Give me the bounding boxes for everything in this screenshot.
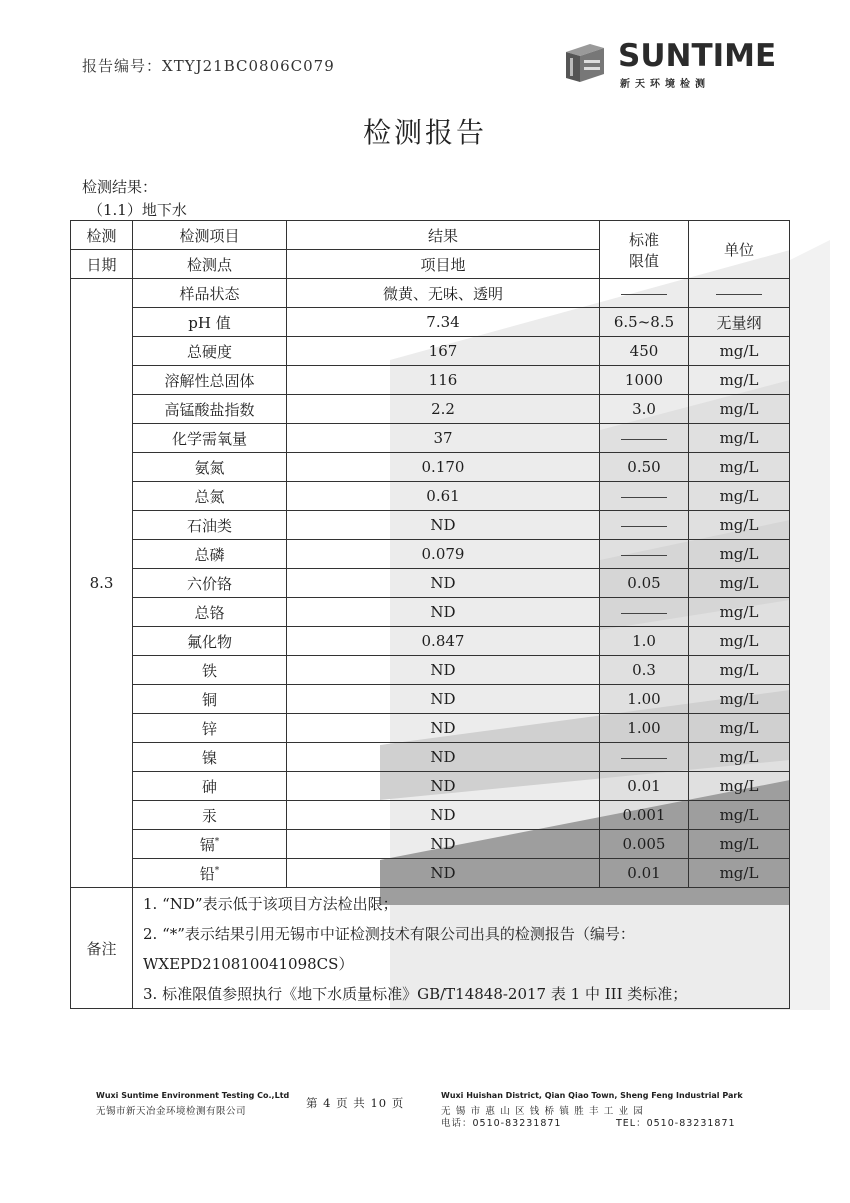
limit-cell: [600, 540, 689, 569]
header-standard-limit: [600, 221, 689, 279]
table-row: [71, 395, 790, 424]
dash-mark: [621, 439, 667, 440]
table-row: [71, 511, 790, 540]
item-name: 总磷: [194, 545, 225, 564]
table-row: [71, 627, 790, 656]
table-row: [71, 714, 790, 743]
unit-cell: mg/L: [689, 801, 790, 830]
item-cell: [133, 598, 287, 627]
header-unit: 单位: [689, 221, 790, 279]
table-row: [71, 598, 790, 627]
unit-cell: mg/L: [689, 772, 790, 801]
limit-cell: [600, 482, 689, 511]
item-cell: [133, 308, 287, 337]
unit-cell: mg/L: [689, 482, 790, 511]
limit-cell: [600, 511, 689, 540]
subsection-heading: （1.1）地下水: [88, 201, 187, 219]
result-cell: ND: [287, 656, 600, 685]
unit-cell: [689, 279, 790, 308]
item-name: 氨氮: [194, 458, 225, 477]
limit-cell: 0.005: [600, 830, 689, 859]
unit-cell: mg/L: [689, 395, 790, 424]
item-name: 汞: [201, 806, 217, 825]
unit-cell: mg/L: [689, 598, 790, 627]
table-row: [71, 830, 790, 859]
table-row: [71, 540, 790, 569]
item-name: 镍: [201, 748, 217, 767]
unit-cell: mg/L: [689, 511, 790, 540]
item-cell: [133, 627, 287, 656]
table-row: [71, 366, 790, 395]
limit-cell: 0.01: [600, 772, 689, 801]
item-name: 总铬: [194, 603, 225, 622]
company-logo: [556, 36, 777, 92]
limit-cell: [600, 424, 689, 453]
item-name: 总氮: [194, 487, 225, 506]
item-name: 铜: [201, 690, 217, 709]
item-name: 六价铬: [186, 574, 232, 593]
header-row-1: [71, 221, 790, 250]
result-cell: 2.2: [287, 395, 600, 424]
unit-cell: mg/L: [689, 656, 790, 685]
header-location: 项目地: [287, 250, 600, 279]
header-date-line1: 检测: [71, 221, 133, 250]
note-row: [71, 918, 790, 948]
test-date-cell: 8.3: [71, 279, 133, 888]
unit-cell: mg/L: [689, 337, 790, 366]
item-name: 样品状态: [179, 284, 240, 303]
limit-cell: [600, 743, 689, 772]
item-cell: [133, 714, 287, 743]
item-cell: [133, 366, 287, 395]
dash-mark: [621, 294, 667, 295]
table-row: [71, 424, 790, 453]
header-item: 检测项目: [133, 221, 287, 250]
note-row: [71, 948, 790, 978]
result-cell: ND: [287, 830, 600, 859]
limit-cell: 1.00: [600, 714, 689, 743]
limit-cell: 0.3: [600, 656, 689, 685]
subcontract-mark: *: [214, 865, 220, 876]
result-cell: ND: [287, 685, 600, 714]
unit-cell: mg/L: [689, 714, 790, 743]
item-cell: [133, 801, 287, 830]
results-table: [70, 220, 790, 1009]
limit-cell: 1.0: [600, 627, 689, 656]
suntime-logo-icon: [560, 40, 608, 86]
item-cell: [133, 685, 287, 714]
limit-cell: 0.01: [600, 859, 689, 888]
item-cell: [133, 424, 287, 453]
result-cell: ND: [287, 511, 600, 540]
table-row: [71, 308, 790, 337]
item-cell: [133, 772, 287, 801]
table-row: [71, 656, 790, 685]
result-cell: 7.34: [287, 308, 600, 337]
item-name: 氟化物: [186, 632, 232, 651]
report-number-value: XTYJ21BC0806C079: [162, 57, 335, 75]
note-text: 2. “*”表示结果引用无锡市中证检测技术有限公司出具的检测报告（编号：: [133, 918, 790, 948]
result-cell: ND: [287, 598, 600, 627]
item-name: 石油类: [186, 516, 232, 535]
result-cell: ND: [287, 743, 600, 772]
item-name: 总硬度: [186, 342, 232, 361]
limit-cell: [600, 279, 689, 308]
dash-mark: [716, 294, 762, 295]
footer-company-cn: 无锡市新天冶金环境检测有限公司: [96, 1106, 247, 1117]
limit-cell: 450: [600, 337, 689, 366]
item-cell: [133, 453, 287, 482]
item-cell: [133, 395, 287, 424]
result-cell: 微黄、无味、透明: [287, 279, 600, 308]
item-cell: [133, 279, 287, 308]
item-cell: [133, 830, 287, 859]
limit-cell: 1000: [600, 366, 689, 395]
footer-address-cn: 无锡市惠山区钱桥镇胜丰工业园: [441, 1106, 649, 1117]
item-cell: [133, 540, 287, 569]
table-row: [71, 685, 790, 714]
limit-cell: 3.0: [600, 395, 689, 424]
dash-mark: [621, 555, 667, 556]
unit-cell: mg/L: [689, 743, 790, 772]
result-cell: 0.170: [287, 453, 600, 482]
unit-cell: mg/L: [689, 830, 790, 859]
unit-cell: mg/L: [689, 685, 790, 714]
item-cell: [133, 511, 287, 540]
item-name: 溶解性总固体: [164, 371, 255, 390]
table-row: [71, 337, 790, 366]
header-std-line2: 限值: [628, 251, 659, 270]
footer-phone: 电话：0510-83231871: [441, 1118, 562, 1129]
item-cell: [133, 482, 287, 511]
item-cell: [133, 656, 287, 685]
result-cell: 0.61: [287, 482, 600, 511]
item-name: 铅: [199, 864, 215, 883]
result-cell: 0.847: [287, 627, 600, 656]
item-cell: [133, 337, 287, 366]
table-row: [71, 453, 790, 482]
note-row: [71, 978, 790, 1009]
table-row: [71, 743, 790, 772]
limit-cell: [600, 598, 689, 627]
result-cell: 37: [287, 424, 600, 453]
item-name: 高锰酸盐指数: [164, 400, 255, 419]
table-row: [71, 801, 790, 830]
item-name: 铁: [201, 661, 217, 680]
item-name: 化学需氧量: [171, 429, 247, 448]
dash-mark: [621, 526, 667, 527]
header-std-line1: 标准: [628, 230, 659, 249]
table-row: [71, 569, 790, 598]
footer-tel: TEL：0510-83231871: [616, 1118, 736, 1129]
item-cell: [133, 743, 287, 772]
result-cell: 0.079: [287, 540, 600, 569]
dash-mark: [621, 758, 667, 759]
unit-cell: mg/L: [689, 366, 790, 395]
unit-cell: mg/L: [689, 569, 790, 598]
logo-text: SUNTIME: [618, 38, 777, 74]
table-row: [71, 859, 790, 888]
result-cell: ND: [287, 714, 600, 743]
dash-mark: [621, 613, 667, 614]
unit-cell: mg/L: [689, 627, 790, 656]
unit-cell: mg/L: [689, 453, 790, 482]
dash-mark: [621, 497, 667, 498]
result-cell: ND: [287, 859, 600, 888]
item-name: pH 值: [188, 313, 231, 332]
note-text: WXEPD210810041098CS）: [133, 948, 790, 978]
limit-cell: 0.001: [600, 801, 689, 830]
result-cell: ND: [287, 801, 600, 830]
item-name: 锌: [201, 719, 217, 738]
report-number-label: 报告编号：: [82, 57, 163, 75]
table-row: [71, 279, 790, 308]
results-heading: 检测结果：: [82, 178, 158, 196]
note-text: 3. 标准限值参照执行《地下水质量标准》GB/T14848-2017 表 1 中 III 类标准；: [133, 978, 790, 1009]
unit-cell: 无量纲: [689, 308, 790, 337]
note-text: 1. “ND”表示低于该项目方法检出限；: [133, 888, 790, 919]
footer-company-en: Wuxi Suntime Environment Testing Co.,Ltd: [96, 1091, 290, 1100]
header-date-line2: 日期: [71, 250, 133, 279]
limit-cell: 6.5~8.5: [600, 308, 689, 337]
result-cell: 116: [287, 366, 600, 395]
footer-page-number: 第 4 页 共 10 页: [306, 1096, 405, 1110]
item-cell: [133, 569, 287, 598]
limit-cell: 0.50: [600, 453, 689, 482]
page-title: 检测报告: [362, 116, 487, 149]
item-name: 镉: [199, 835, 215, 854]
result-cell: ND: [287, 569, 600, 598]
logo-subtext: 新天环境检测: [620, 79, 710, 90]
table-row: [71, 772, 790, 801]
item-cell: [133, 859, 287, 888]
limit-cell: 0.05: [600, 569, 689, 598]
unit-cell: mg/L: [689, 859, 790, 888]
header-point: 检测点: [133, 250, 287, 279]
result-cell: 167: [287, 337, 600, 366]
limit-cell: 1.00: [600, 685, 689, 714]
table-row: [71, 482, 790, 511]
item-name: 砷: [201, 777, 217, 796]
header-result: 结果: [287, 221, 600, 250]
note-row: [71, 888, 790, 919]
subcontract-mark: *: [214, 836, 220, 847]
notes-label: 备注: [71, 888, 133, 1009]
unit-cell: mg/L: [689, 540, 790, 569]
result-cell: ND: [287, 772, 600, 801]
report-number: [82, 55, 335, 76]
footer-address-en: Wuxi Huishan District, Qian Qiao Town, Sheng Feng Industrial Park: [441, 1091, 743, 1100]
unit-cell: mg/L: [689, 424, 790, 453]
